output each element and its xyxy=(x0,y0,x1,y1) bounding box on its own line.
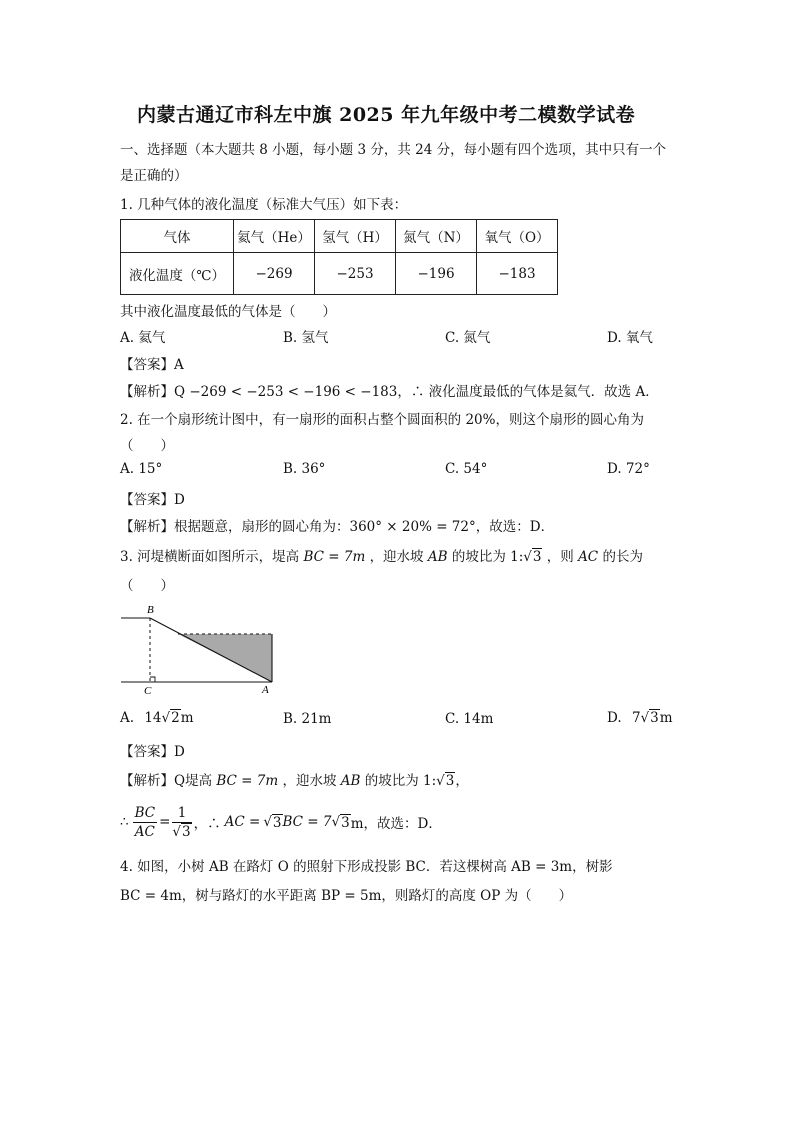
q3-stem-ac: AC xyxy=(578,549,599,565)
q2-option-a: A. 15° xyxy=(120,461,163,477)
table-cell: −253 xyxy=(315,253,396,295)
q2-option-b: B. 36° xyxy=(283,461,326,477)
q1-answer: 【答案】A xyxy=(120,357,184,373)
table-row-header xyxy=(121,220,558,253)
point-b-label: B xyxy=(147,604,154,616)
table-cell: 氮气（N） xyxy=(396,220,477,253)
sqrt-symbol: √ xyxy=(263,814,272,830)
right-angle-mark xyxy=(150,677,155,682)
table-cell: 液化温度（℃） xyxy=(121,253,234,295)
table-row-values xyxy=(121,253,558,295)
q1-option-a: A. 氦气 xyxy=(120,330,166,346)
sqrt-symbol: √ xyxy=(331,814,341,830)
q3-stem-ratio: 的坡比为 1: xyxy=(451,549,524,565)
table-cell: −183 xyxy=(477,253,558,295)
q1-option-c: C. 氮气 xyxy=(445,330,491,346)
section-heading-line2: 是正确的） xyxy=(120,168,188,184)
q1-stem: 1. 几种气体的液化温度（标准大气压）如下表： xyxy=(120,197,408,213)
q3-stem-line2: （ ） xyxy=(120,578,174,594)
table-cell: 氦气（He） xyxy=(234,220,315,253)
q2-analysis: 【解析】根据题意，扇形的圆心角为：360° × 20% = 72°，故选：D． xyxy=(120,519,555,535)
q2-stem-line1: 2. 在一个扇形统计图中，有一扇形的面积占整个圆面积的 20%，则这个扇形的圆心角为 xyxy=(120,412,644,428)
q2-stem-line2: （ ） xyxy=(120,438,174,454)
sqrt-symbol: √ xyxy=(161,710,171,726)
sqrt-symbol: √ xyxy=(640,710,650,726)
gas-table xyxy=(120,219,558,295)
point-a-label: A xyxy=(262,684,269,696)
q3-stem-mid: ，迎水坡 xyxy=(369,549,424,565)
q2-answer: 【答案】D xyxy=(120,492,185,508)
dike-cross-section-figure xyxy=(116,600,286,700)
q3-option-b: B. 21m xyxy=(283,711,332,727)
section-heading-line1: 一、选择题（本大题共 8 小题，每小题 3 分，共 24 分，每小题有四个选项，其中只有一个 xyxy=(120,142,667,158)
q3-stem-bc: BC = 7m xyxy=(303,549,366,565)
q2-option-d: D. 72° xyxy=(607,461,650,477)
q2-option-c: C. 54° xyxy=(445,461,488,477)
sqrt-symbol: √ xyxy=(523,549,532,565)
q1-option-b: B. 氢气 xyxy=(283,330,329,346)
q3-option-d: D. 7√3m xyxy=(607,710,673,726)
q3-analysis-line2: ∴ $\frac{BC}{AC}$ = $\frac{1}{√3}$ ，∴ AC = √ 3 BC = 7 √ 3 m，故选：D． xyxy=(120,804,442,840)
point-c-label: C xyxy=(144,685,152,697)
q3-stem-end: 的长为 xyxy=(602,549,643,565)
table-cell: −196 xyxy=(396,253,477,295)
q3-stem-suffix: ，则 xyxy=(546,549,574,565)
q3-option-a: A. 14√2m xyxy=(120,710,194,726)
table-cell: 氢气（H） xyxy=(315,220,396,253)
q1-option-d: D. 氧气 xyxy=(607,330,653,346)
table-cell: 氧气（O） xyxy=(477,220,558,253)
table-cell: 气体 xyxy=(121,220,234,253)
q3-stem-ab: AB xyxy=(427,549,448,565)
q3-stem-line1 xyxy=(120,545,643,565)
sqrt-symbol: √ xyxy=(436,773,445,789)
fraction-1-root3: $\frac{1}{√3}$ xyxy=(172,804,191,840)
q1-analysis: 【解析】Q −269 < −253 < −196 < −183，∴ 液化温度最低的气体是氦气．故选 A． xyxy=(120,384,659,400)
therefore-symbol: ∴ xyxy=(120,814,129,830)
q3-analysis-line1: 【解析】Q堤高 BC = 7m ，迎水坡 AB 的坡比为 1:√3， xyxy=(120,773,469,789)
q4-stem-line1: 4. 如图，小树 AB 在路灯 O 的照射下形成投影 BC．若这棵树高 AB = 3m，树影 xyxy=(120,859,613,875)
q1-question: 其中液化温度最低的气体是（ ） xyxy=(120,304,336,320)
table-cell: −269 xyxy=(234,253,315,295)
q4-stem-line2: BC = 4m，树与路灯的水平距离 BP = 5m，则路灯的高度 OP 为（ ） xyxy=(120,888,573,904)
q3-answer: 【答案】D xyxy=(120,744,185,760)
fraction-bc-ac: $\frac{BC}{AC}$ xyxy=(134,804,156,840)
q3-stem-prefix: 3. 河堤横断面如图所示，堤高 xyxy=(120,549,300,565)
q3-option-c: C. 14m xyxy=(445,711,494,727)
sqrt-symbol: √ xyxy=(172,823,182,840)
q3-stem-root: 3 xyxy=(532,549,542,565)
page-title: 内蒙古通辽市科左中旗 2025 年九年级中考二模数学试卷 xyxy=(137,104,636,126)
